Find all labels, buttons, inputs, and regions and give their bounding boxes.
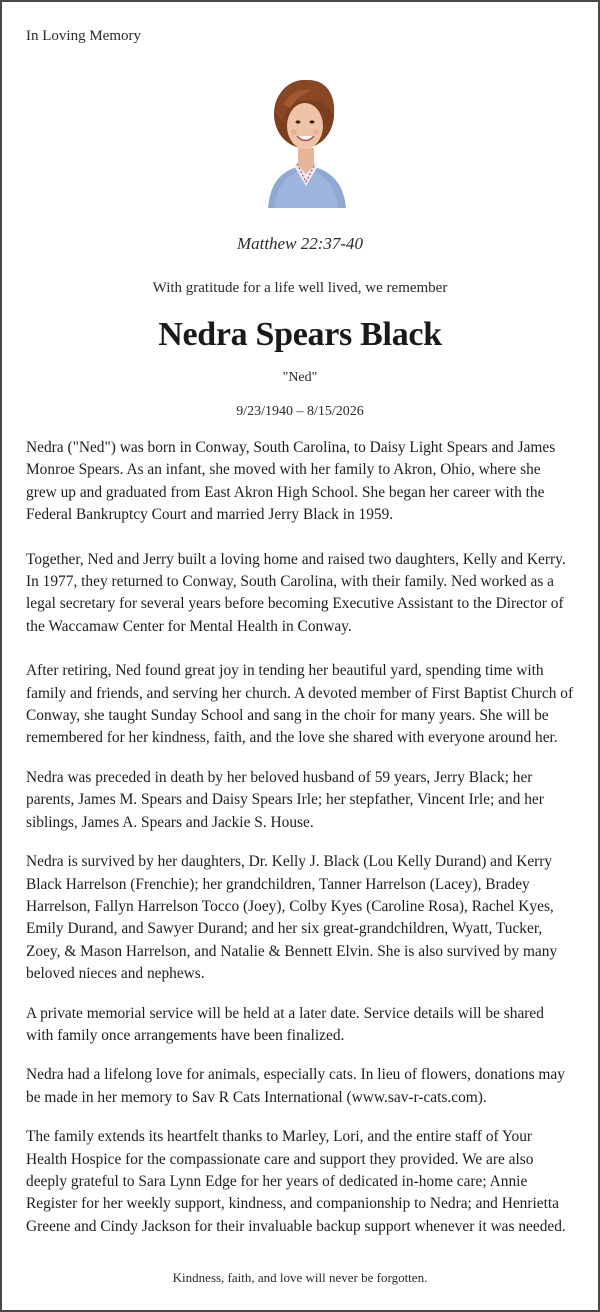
paragraph-early-life: Nedra ("Ned") was born in Conway, South Carolina, to Daisy Light Spears and James Monroe Spears. As an infant, she moved with her family to Akron, Ohio, where she grew up and graduated from East Akron High School. She began her career with the Federal Bankruptcy Court and married Jerry Black in 1959. <box>26 439 556 524</box>
paragraph-preceded: Nedra was preceded in death by her beloved husband of 59 years, Jerry Black; her parents, James M. Spears and Daisy Spears Irle; her stepfather, Vincent Irle; and her siblings, James A. Spears and Jackie S. House. <box>26 768 544 831</box>
deceased-name: Nedra Spears Black <box>158 316 442 353</box>
paragraph-thanks: The family extends its heartfelt thanks to Marley, Lori, and the entire staff of Your Health Hospice for the compassionate care and support they provided. We are also deeply grateful to Sara Lynn Edge for her years of dedicated in-home care; Annie Register for her weekly support, kindness, and companionship to Nedra; and Henrietta Greene and Cindy Jackson for their invaluable backup support whenever it was needed. <box>26 1128 566 1235</box>
header-label: In Loving Memory <box>26 28 141 44</box>
obituary-body <box>26 437 574 1255</box>
nickname: "Ned" <box>282 370 318 385</box>
portrait-photo <box>264 74 348 208</box>
paragraph-retirement: After retiring, Ned found great joy in tending her beautiful yard, spending time with family and friends, and serving her church. A devoted member of First Baptist Church of Conway, she taught Sunday School and sang in the choir for many years. She will be remembered for her kindness, faith, and the love she shared with everyone around her. <box>26 662 574 747</box>
paragraph-donations: Nedra had a lifelong love for animals, especially cats. In lieu of flowers, donations may be made in her memory to Sav R Cats International (www.sav-r-cats.com). <box>26 1066 565 1106</box>
closing-line: Kindness, faith, and love will never be forgotten. <box>172 1270 428 1285</box>
life-dates: 9/23/1940 – 8/15/2026 <box>236 404 364 419</box>
scripture-verse: Matthew 22:37-40 <box>236 234 364 253</box>
paragraph-survived: Nedra is survived by her daughters, Dr. Kelly J. Black (Lou Kelly Durand) and Kerry Black Harrelson (Frenchie); her grandchildren, Tanner Harrelson (Lacey), Bradey Harrelson, Fallyn Harrelson Tocco (Joey), Colby Kyes (Caroline Rosa), Rachel Kyes, Emily Durand, and Sawyer Durand; and her six great-grandchildren, Wyatt, Tucker, Zoey, & Mason Harrelson, and Natalie & Bennett Elvin. She is also survived by many beloved nieces and nephews. <box>26 853 558 983</box>
intro-line: With gratitude for a life well lived, we remember <box>152 280 448 296</box>
paragraph-family: Together, Ned and Jerry built a loving home and raised two daughters, Kelly and Kerry. In 1977, they returned to Conway, South Carolina, with their family. Ned worked as a legal secretary for several years before becoming Executive Assistant to the Director of the Waccamaw Center for Mental Health in Conway. <box>26 550 566 635</box>
paragraph-service: A private memorial service will be held at a later date. Service details will be shared with family once arrangements have been finalized. <box>26 1004 544 1044</box>
